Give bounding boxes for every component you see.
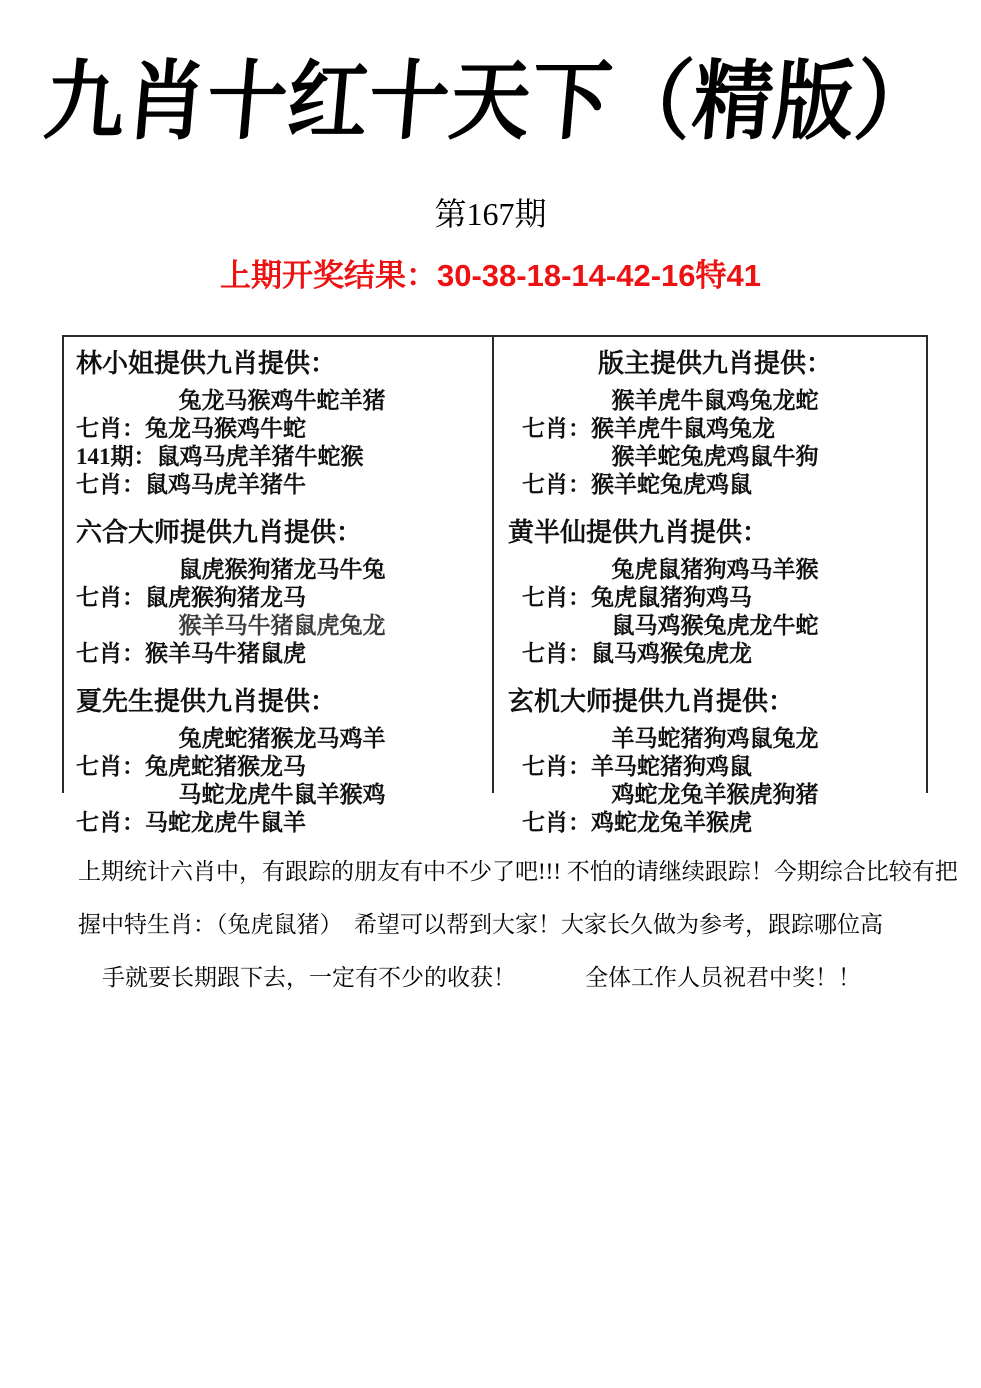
nine-zodiac-row: 兔虎蛇猪猴龙马鸡羊 <box>178 726 386 751</box>
tipster-header: 版主提供九肖提供： <box>597 349 832 378</box>
nine-zodiac-row: 鼠马鸡猴兔虎龙牛蛇 <box>611 613 819 638</box>
nine-zodiac-row: 羊马蛇猪狗鸡鼠兔龙 <box>611 726 819 751</box>
seven-zodiac-row: 七肖：兔龙马猴鸡牛蛇 <box>76 416 306 441</box>
tipster-block-linxiaojie <box>76 347 488 499</box>
tipster-header: 夏先生提供九肖提供： <box>76 687 337 716</box>
tipster-header: 玄机大师提供九肖提供： <box>508 687 795 716</box>
seven-zodiac-row: 七肖：鼠马鸡猴兔虎龙 <box>522 641 752 666</box>
footer-line-2: 握中特生肖：（兔虎鼠猪） 希望可以帮到大家！大家长久做为参考，跟踪哪位高 <box>78 912 883 937</box>
seven-zodiac-row: 七肖：羊马蛇猪狗鸡鼠 <box>522 754 752 779</box>
board-column-right <box>494 337 926 835</box>
footer-commentary <box>78 845 958 1004</box>
seven-zodiac-row: 七肖：鼠虎猴狗猪龙马 <box>76 585 306 610</box>
masthead-title-art: 九肖十红十天下（精版） <box>40 51 941 152</box>
footer-line-3: 手就要长期跟下去，一定有不少的收获！ 全体工作人员祝君中奖！！ <box>102 965 861 990</box>
last-draw-result: 上期开奖结果：30-38-18-14-42-16特41 <box>220 258 761 293</box>
nine-zodiac-row: 兔虎鼠猪狗鸡马羊猴 <box>611 557 819 582</box>
prediction-board <box>62 335 928 835</box>
seven-zodiac-row: 七肖：猴羊马牛猪鼠虎 <box>76 641 306 666</box>
seven-zodiac-row: 七肖：兔虎鼠猪狗鸡马 <box>522 585 752 610</box>
board-column-left <box>64 337 494 835</box>
tipster-header: 黄半仙提供九肖提供： <box>508 518 769 547</box>
tipster-header: 林小姐提供九肖提供： <box>76 349 337 378</box>
nine-zodiac-row: 猴羊虎牛鼠鸡兔龙蛇 <box>611 388 819 413</box>
nine-zodiac-row: 鼠虎猴狗猪龙马牛兔 <box>178 557 386 582</box>
tipster-header: 六合大师提供九肖提供： <box>76 518 363 547</box>
seven-zodiac-row: 七肖：猴羊虎牛鼠鸡兔龙 <box>522 416 775 441</box>
seven-zodiac-row: 七肖：兔虎蛇猪猴龙马 <box>76 754 306 779</box>
seven-zodiac-row: 七肖：鸡蛇龙兔羊猴虎 <box>522 810 752 835</box>
period-zodiac-row: 141期：鼠鸡马虎羊猪牛蛇猴 <box>76 444 364 469</box>
tipster-block-xiaxiansheng <box>76 685 488 837</box>
footer-line-1: 上期统计六肖中，有跟踪的朋友有中不少了吧!!! 不怕的请继续跟踪！今期综合比较有把 <box>78 859 958 884</box>
nine-zodiac-row: 猴羊马牛猪鼠虎兔龙 <box>178 613 386 638</box>
tipster-block-xuanjidashi <box>508 685 922 837</box>
issue-number: 第167期 <box>434 196 547 232</box>
tipster-block-liuhedashi <box>76 516 488 668</box>
nine-zodiac-row: 猴羊蛇兔虎鸡鼠牛狗 <box>611 444 819 469</box>
seven-zodiac-row: 七肖：猴羊蛇兔虎鸡鼠 <box>522 472 752 497</box>
nine-zodiac-row: 马蛇龙虎牛鼠羊猴鸡 <box>178 782 386 807</box>
tipster-block-huangbanxian <box>508 516 922 668</box>
nine-zodiac-row: 兔龙马猴鸡牛蛇羊猪 <box>178 388 386 413</box>
tipster-block-banzhu <box>508 347 922 499</box>
nine-zodiac-row: 鸡蛇龙兔羊猴虎狗猪 <box>611 782 819 807</box>
seven-zodiac-row: 七肖：马蛇龙虎牛鼠羊 <box>76 810 306 835</box>
seven-zodiac-row: 七肖：鼠鸡马虎羊猪牛 <box>76 472 306 497</box>
